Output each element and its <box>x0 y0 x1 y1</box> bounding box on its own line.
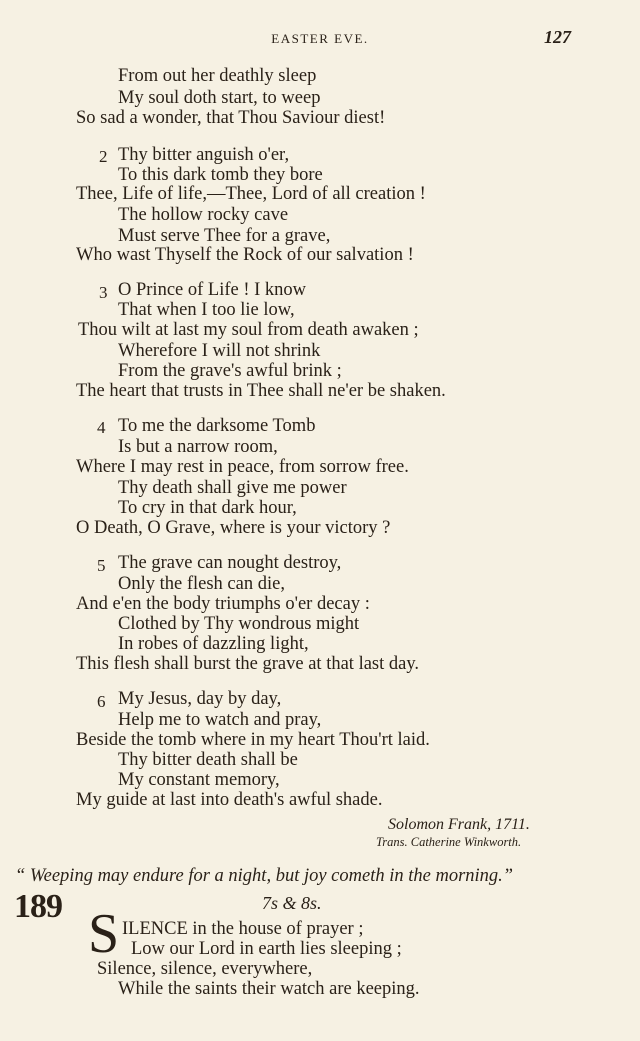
verse-number: 3 <box>99 283 108 302</box>
verse-number: 4 <box>97 418 106 437</box>
verse-line: Who wast Thyself the Rock of our salvation ! <box>76 245 414 265</box>
epigraph: “ Weeping may endure for a night, but joy cometh in the morning.” <box>15 866 514 886</box>
verse-line: Only the flesh can die, <box>118 574 285 594</box>
verse-line: The heart that trusts in Thee shall ne'er be shaken. <box>76 381 446 401</box>
verse-line: In robes of dazzling light, <box>118 634 309 654</box>
verse-line: Beside the tomb where in my heart Thou'rt laid. <box>76 730 430 750</box>
verse-line: Is but a narrow room, <box>118 437 278 457</box>
verse-line: My guide at last into death's awful shade. <box>76 790 383 810</box>
verse-number: 2 <box>99 147 108 166</box>
verse-line: Thy death shall give me power <box>118 478 347 498</box>
hymn-number: 189 <box>14 888 62 925</box>
verse-line: Low our Lord in earth lies sleeping ; <box>131 939 402 959</box>
verse-line: Thy bitter death shall be <box>118 750 298 770</box>
author-credit: Solomon Frank, 1711. <box>388 816 530 833</box>
verse-line: Thee, Life of life,—Thee, Lord of all creation ! <box>76 184 426 204</box>
page-number: 127 <box>544 27 571 47</box>
verse-line: The hollow rocky cave <box>118 205 289 225</box>
verse-line: To me the darksome Tomb <box>118 416 316 436</box>
verse-number: 5 <box>97 556 106 575</box>
verse-line: And e'en the body triumphs o'er decay : <box>76 594 370 614</box>
verse-line: While the saints their watch are keeping. <box>118 979 420 999</box>
verse-line: My Jesus, day by day, <box>118 689 282 709</box>
verse-line: Wherefore I will not shrink <box>118 341 321 361</box>
verse-line: To this dark tomb they bore <box>118 165 323 185</box>
verse-line: The grave can nought destroy, <box>118 553 342 573</box>
verse-line: My soul doth start, to weep <box>118 88 321 108</box>
verse-line: From out her deathly sleep <box>118 66 317 86</box>
drop-cap: S <box>88 903 120 965</box>
verse-line: So sad a wonder, that Thou Saviour diest! <box>76 108 386 128</box>
meter: 7s & 8s. <box>262 893 322 913</box>
verse-line: My constant memory, <box>118 770 280 790</box>
running-header: EASTER EVE. <box>271 31 369 46</box>
translator-credit: Trans. Catherine Winkworth. <box>376 835 522 849</box>
verse-line: ILENCE in the house of prayer ; <box>122 919 364 939</box>
verse-line: Silence, silence, everywhere, <box>97 959 313 979</box>
verse-line: Where I may rest in peace, from sorrow free. <box>76 457 409 477</box>
verse-line: That when I too lie low, <box>118 300 295 320</box>
verse-line: From the grave's awful brink ; <box>118 361 342 381</box>
verse-line: This flesh shall burst the grave at that last day. <box>76 654 420 674</box>
verse-line: Thy bitter anguish o'er, <box>118 145 290 165</box>
verse-line: O Prince of Life ! I know <box>118 280 307 300</box>
verse-line: O Death, O Grave, where is your victory ? <box>76 518 391 538</box>
verse-line: To cry in that dark hour, <box>118 498 297 518</box>
verse-line: Must serve Thee for a grave, <box>118 226 331 246</box>
verse-line: Thou wilt at last my soul from death awaken ; <box>78 320 419 340</box>
verse-line: Clothed by Thy wondrous might <box>118 614 360 634</box>
verse-line: Help me to watch and pray, <box>118 710 322 730</box>
verse-number: 6 <box>97 692 106 711</box>
